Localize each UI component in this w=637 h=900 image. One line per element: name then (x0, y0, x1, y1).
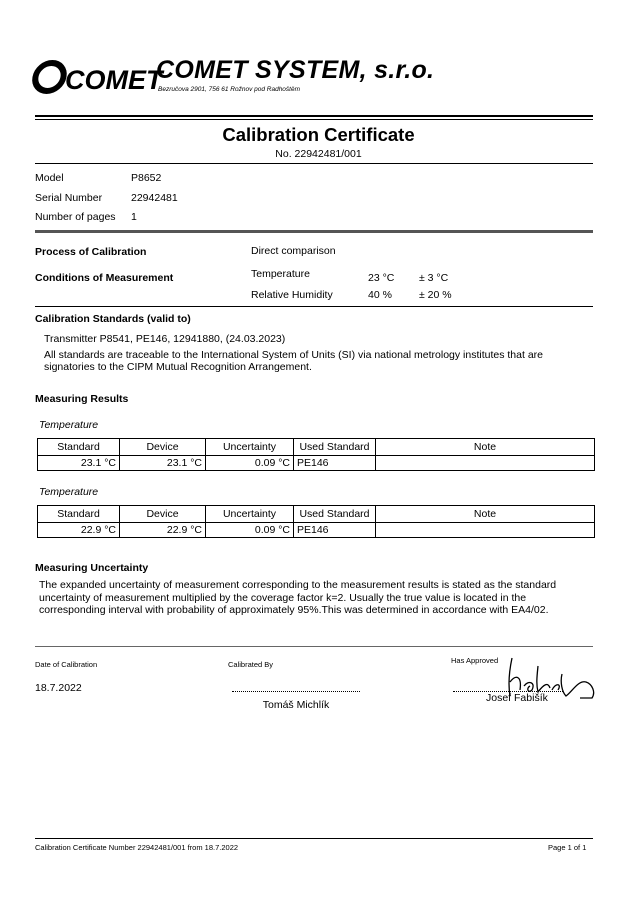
table-header-row (38, 439, 595, 456)
table-row (38, 523, 595, 538)
results-table (37, 505, 595, 538)
footer-certificate-info: Calibration Certificate Number 22942481/001 from 18.7.2022 (35, 843, 239, 852)
table-row (38, 456, 595, 471)
cell-note (376, 523, 595, 538)
certificate-number: No. 22942481/001 (275, 148, 362, 160)
comet-logo (35, 57, 163, 99)
approved-by-label: Has Approved (451, 656, 499, 665)
process-label: Process of Calibration (35, 246, 147, 258)
model-value: P8652 (131, 172, 162, 184)
company-address: Bezručova 2901, 756 61 Rožnov pod Radhoštěm (158, 86, 301, 93)
column-header: Standard (38, 439, 120, 456)
uncertainty-text: The expanded uncertainty of measurement corresponding to the measurement results is stated as the standard uncertainty of measurement multiplied by the coverage factor k=2. Usually the true value is located in the corresponding interval with probability of approximately 95%.This was determined in accordance with EA4/02. (39, 579, 557, 616)
header-rule-thin (35, 119, 593, 120)
humidity-label: Relative Humidity (251, 289, 333, 301)
pages-value: 1 (131, 211, 137, 223)
quantity-label: Temperature (39, 419, 99, 431)
standards-heading: Calibration Standards (valid to) (35, 313, 191, 325)
conditions-label: Conditions of Measurement (35, 272, 174, 284)
cell-uncertainty: 0.09 °C (206, 523, 294, 538)
cell-device: 23.1 °C (120, 456, 206, 471)
section-rule (35, 230, 593, 233)
temperature-value: 23 °C (368, 272, 395, 284)
approved-by-name: Josef Fabišík (486, 692, 548, 704)
traceability-statement: All standards are traceable to the International System of Units (SI) via national metrology institutes that are signatories to the CIPM Mutual Recognition Arrangement. (44, 349, 544, 373)
column-header: Uncertainty (206, 506, 294, 523)
footer-rule (35, 838, 593, 839)
column-header: Uncertainty (206, 439, 294, 456)
table-header-row (38, 506, 595, 523)
page-number: Page 1 of 1 (548, 843, 587, 852)
serial-value: 22942481 (131, 192, 178, 204)
results-heading: Measuring Results (35, 393, 129, 405)
company-name: COMET SYSTEM, s.r.o. (156, 56, 435, 84)
transmitter-standard: Transmitter P8541, PE146, 12941880, (24.03.2023) (44, 333, 286, 345)
divider (35, 163, 593, 164)
date-value: 18.7.2022 (35, 682, 82, 694)
signature-line (232, 691, 360, 692)
column-header: Used Standard (294, 506, 376, 523)
model-label: Model (35, 172, 64, 184)
header-rule (35, 115, 593, 117)
column-header: Note (376, 506, 595, 523)
temperature-label: Temperature (251, 268, 310, 280)
humidity-tolerance: ± 20 % (419, 289, 452, 301)
divider (35, 646, 593, 647)
uncertainty-heading: Measuring Uncertainty (35, 562, 149, 574)
humidity-value: 40 % (368, 289, 392, 301)
calibrated-by-name: Tomáš Michlík (262, 699, 330, 711)
quantity-label: Temperature (39, 486, 99, 498)
results-table (37, 438, 595, 471)
cell-device: 22.9 °C (120, 523, 206, 538)
column-header: Device (120, 439, 206, 456)
cell-uncertainty: 0.09 °C (206, 456, 294, 471)
temperature-tolerance: ± 3 °C (419, 272, 449, 284)
certificate-title: Calibration Certificate (222, 124, 415, 145)
cell-standard: 23.1 °C (38, 456, 120, 471)
calibrated-by-label: Calibrated By (228, 660, 274, 669)
cell-used-standard: PE146 (294, 523, 376, 538)
column-header: Used Standard (294, 439, 376, 456)
serial-label: Serial Number (35, 192, 103, 204)
logo-text: COMET (65, 65, 163, 95)
divider (35, 306, 593, 307)
process-value: Direct comparison (251, 245, 336, 257)
pages-label: Number of pages (35, 211, 116, 223)
column-header: Device (120, 506, 206, 523)
cell-note (376, 456, 595, 471)
column-header: Note (376, 439, 595, 456)
cell-used-standard: PE146 (294, 456, 376, 471)
column-header: Standard (38, 506, 120, 523)
date-label: Date of Calibration (35, 660, 98, 669)
cell-standard: 22.9 °C (38, 523, 120, 538)
